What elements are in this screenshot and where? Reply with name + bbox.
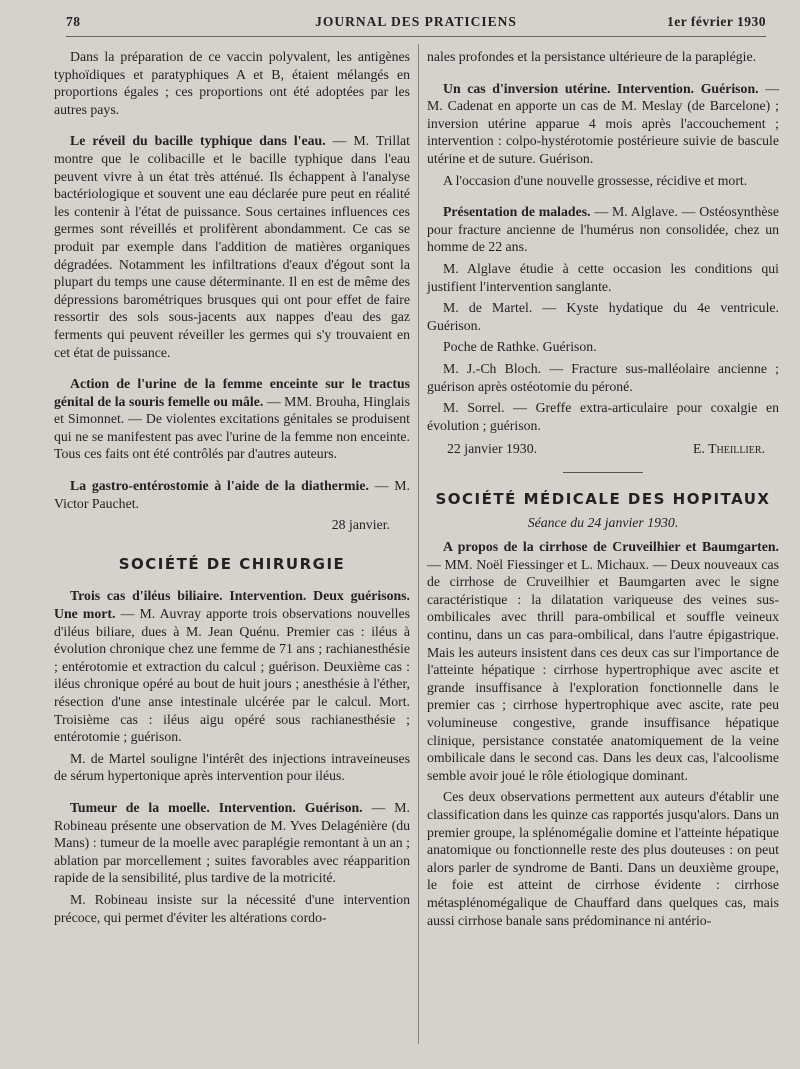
signature-name: E. Theillier. — [693, 441, 765, 457]
paragraph: M. Robineau insiste sur la nécessité d'une intervention précoce, qui permet d'éviter les altérations cordo- — [54, 891, 410, 925]
article — [54, 477, 410, 512]
paragraph: M. Alglave étudie à cette occasion les conditions qui justifient l'intervention sanglante. — [427, 260, 779, 294]
article-title: La gastro-entérostomie à l'aide de la diathermie. — [70, 478, 369, 494]
article — [54, 375, 410, 463]
paragraph: M. J.-Ch Bloch. — Fracture sus-malléolaire ancienne ; guérison après ostéotomie du péroné. — [427, 360, 779, 394]
paragraph: M. de Martel souligne l'intérêt des injections intraveineuses de sérum hypertonique après intervention pour iléus. — [54, 750, 410, 784]
article — [54, 132, 410, 361]
paragraph: Dans la préparation de ce vaccin polyvalent, les antigènes typhoïdiques et paratyphiques A et B, étaient mélangés en proportions égales ; ces proportions ont été adoptées par les autres pays. — [54, 49, 410, 117]
issue-date: 1er février 1930 — [667, 14, 766, 29]
left-column — [54, 48, 410, 930]
signature-line — [427, 440, 779, 458]
section-title: SOCIÉTÉ MÉDICALE DES HOPITAUX — [435, 489, 771, 508]
article-title: A propos de la cirrhose de Cruveilhier et Baumgarten. — [443, 539, 779, 555]
article-body: — M. Victor Pauchet. — [54, 478, 410, 511]
article-body: — M. Robineau présente une observation de M. Yves Delagénière (du Mans) : tumeur de la moelle avec paraplégie remontant à un an ; ablation par morcellement ; suites favorables avec réapparition rapide de la sensibilité, plus tardive de la motricité. — [54, 799, 410, 886]
paragraph: M. Sorrel. — Greffe extra-articulaire pour coxalgie en évolution ; guérison. — [427, 400, 779, 433]
paragraph: A l'occasion d'une nouvelle grossesse, récidive et mort. — [443, 172, 748, 188]
paragraph: M. de Martel. — Kyste hydatique du 4e ventricule. Guérison. — [427, 300, 779, 333]
article — [427, 80, 779, 168]
right-column — [427, 48, 779, 933]
paragraph: Ces deux observations permettent aux auteurs d'établir une classification dans les quinze cas rapportés jusqu'alors. Dans un premier groupe, la splénomégalie domine et l'atteinte hépatique anatomique ou fonctionnelle reste des plus douteuses : on peut alors parler de syndrome de Banti. Dans un deuxième groupe, le foie est atteint de cirrhose évidente : cirrhose métasplénomégalique de Chauffard dans quelques cas, mais aussi cirrhose banale sans prédominance ni antério- — [427, 789, 779, 928]
article — [427, 538, 779, 784]
article-body: — M. Auvray apporte trois observations nouvelles d'iléus biliare, dues à M. Jean Quénu. Premier cas : iléus à évolution chronique chez une femme de 71 ans ; rachianesthésie ; entérotomie et extraction du calcul ; guérison. Deuxième cas : iléus chronique opéré au bout de huit jours ; anesthésie à l'éther, résection d'une anse intestinale ulcérée par le calcul. Mort. Troisième cas : iléus aigu opéré sous rachianesthésie ; entérotomie ; guérison. — [54, 606, 410, 745]
article-body: — M. Trillat montre que le colibacille et le bacille typhique dans l'eau peuvent vivre à un état très atténué. Ils échappent à l'analyse bactériologique et souvent une eau déclarée pure peut en réalité les contenir à l'état de puissance. Sous certaines influences ces germes sont réveillés et prolifèrent abondamment. Ce cas se produit par exemple dans l'addition de matières organiques dégradées. Notamment les infiltrations d'eaux d'égout sont la plupart du temps une cause déterminante. Il en est de même des dépressions barométriques brusques qui ont pour effet de faire ressortir des sols sous-jacents aux nappes d'eau des gaz ferments qui peuvent réveiller les germes qui s'y trouvaient en cet état de puissance. — [54, 133, 410, 360]
signature-date: 22 janvier 1930. — [447, 441, 538, 457]
article-title: Action de l'urine de la femme enceinte sur le tractus génital de la souris femelle ou mâle. — [54, 376, 410, 409]
paragraph: nales profondes et la persistance ultérieure de la paraplégie. — [427, 49, 757, 64]
article-title: Un cas d'inversion utérine. Intervention. Guérison. — [443, 80, 759, 96]
separator-rule — [563, 472, 643, 473]
article-title: Le réveil du bacille typhique dans l'eau. — [70, 133, 326, 149]
article-body: — MM. Noël Fiessinger et L. Michaux. — Deux nouveaux cas de cirrhose de Cruveilhier et Baumgarten avec le signe caractéristique : la dilatation variqueuse des veines sus-ombilicales avec thrill para-ombilical et souffle veineux continu, dans un cas para-ombilical, dans l'autre épigastrique. Mais les auteurs insistent dans ces deux cas sur l'importance de l'atteinte hépatique : cirrhose hypertrophique avec ascite et grande insuffisance à l'exploration fonctionnelle dans le premier cas ; cirrhose hypertrophique avec ascite, rate peu volumineuse congestive, grande insuffisance hépatique clinique, persistance constatée anatomiquement de la veine ombilicale dans le second cas. Dans les deux cas, l'alcoolisme semble avoir joué le rôle étiologique dominant. — [427, 556, 779, 783]
article — [427, 203, 779, 256]
journal-title: JOURNAL DES PRATICIENS — [315, 14, 517, 29]
page-number: 78 — [66, 14, 81, 29]
article-title: Tumeur de la moelle. Intervention. Guérison. — [70, 799, 363, 815]
column-divider — [418, 44, 419, 1044]
article-body: — M. Alglave. — Ostéosynthèse pour fracture ancienne de l'humérus non consolidée, chez un homme de 22 ans. — [427, 204, 779, 255]
article — [54, 587, 410, 745]
article-body: — M. Cadenat en apporte un cas de M. Meslay (de Barcelone) ; inversion utérine apparue 4 mois après l'accouchement ; intervention : colpo-hystérotomie postérieure suivie de bascule utérine et de suture. Guérison. — [427, 80, 779, 166]
article-title: Trois cas d'iléus biliaire. Intervention. Deux guérisons. Une mort. — [54, 588, 410, 622]
section-title: SOCIÉTÉ DE CHIRURGIE — [118, 554, 346, 573]
article-title: Présentation de malades. — [443, 204, 591, 220]
seance-date: Séance du 24 janvier 1930. — [527, 515, 679, 531]
paragraph: Poche de Rathke. Guérison. — [443, 339, 597, 355]
page-header — [66, 10, 766, 37]
article-body: — MM. Brouha, Hinglais et Simonnet. — De violentes excitations génitales se produisent qui ne se manifestent pas avec l'urine de la femme non enceinte. Tous ces faits ont été contrôlés par d'autres auteurs. — [54, 393, 410, 462]
article — [54, 799, 410, 887]
date-line: 28 janvier. — [331, 517, 390, 533]
